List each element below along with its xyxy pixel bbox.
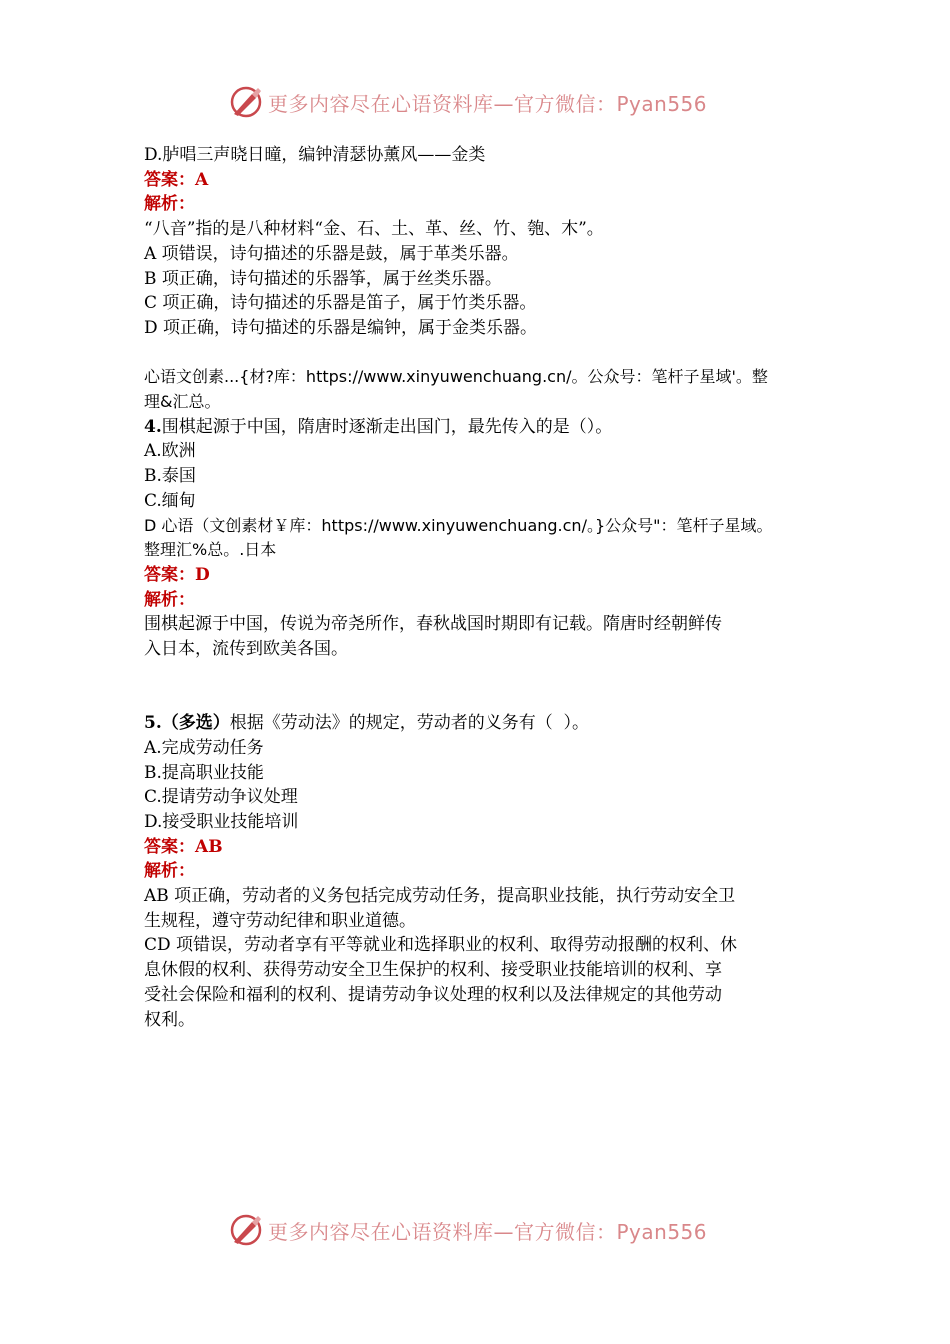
q3-analysis-line: “八音”指的是八种材料“金、石、土、革、丝、竹、匏、木”。 — [144, 219, 604, 240]
q5-option-c: C.提请劳动争议处理 — [144, 787, 298, 808]
footer-banner — [228, 1210, 728, 1250]
q4-stem: 围棋起源于中国，隋唐时逐渐走出国门，最先传入的是（）。 — [161, 416, 613, 437]
q3-answer: 答案：A — [144, 169, 209, 190]
header-banner-text: 更多内容尽在心语资料库—官方微信：Pyan556 — [268, 91, 708, 116]
q5-analysis-line: 受社会保险和福利的权利、提请劳动争议处理的权利以及法律规定的其他劳动 — [144, 984, 722, 1005]
q5-option-d: D.接受职业技能培训 — [144, 811, 299, 832]
pen-logo-icon — [228, 1212, 264, 1248]
pen-logo-icon — [228, 84, 264, 120]
q5-analysis-label: 解析： — [144, 861, 195, 882]
q4-stem-line — [144, 415, 816, 440]
q5-analysis-line: AB 项正确，劳动者的义务包括完成劳动任务，提高职业技能，执行劳动安全卫 — [144, 886, 736, 907]
watermark-line: 理&汇总。 — [144, 392, 221, 412]
q3-analysis-line: D 项正确，诗句描述的乐器是编钟，属于金类乐器。 — [144, 317, 538, 338]
q4-answer: 答案：D — [144, 564, 210, 585]
q3-option-d: D.胪唱三声晓日曈，编钟清瑟协薰风——金类 — [144, 145, 486, 165]
q3-analysis-line: B 项正确，诗句描述的乐器筝，属于丝类乐器。 — [144, 268, 502, 289]
q4-option-c: C.缅甸 — [144, 490, 196, 511]
q4-option-b: B.泰国 — [144, 466, 196, 487]
watermark-line: 心语文创素...{材?库：https://www.xinyuwenchuang.cn/。公众号：笔杆子星域'。整 — [144, 367, 768, 387]
q5-number: 5. — [144, 713, 162, 734]
footer-banner-text: 更多内容尽在心语资料库—官方微信：Pyan556 — [268, 1219, 708, 1244]
q5-analysis-line: 息休假的权利、获得劳动安全卫生保护的权利、接受职业技能培训的权利、享 — [144, 960, 722, 981]
q4-option-d-continued: 整理汇%总。.日本 — [144, 540, 277, 560]
q5-analysis-line: 权利。 — [144, 1009, 195, 1030]
q3-analysis-line: A 项错误，诗句描述的乐器是鼓，属于革类乐器。 — [144, 243, 519, 264]
q5-analysis-line: CD 项错误，劳动者享有平等就业和选择职业的权利、取得劳动报酬的权利、休 — [144, 935, 738, 956]
header-banner — [228, 82, 728, 122]
q4-analysis-line: 入日本，流传到欧美各国。 — [144, 639, 348, 660]
document-body — [144, 143, 816, 1032]
q4-analysis-line: 围棋起源于中国，传说为帝尧所作，春秋战国时期即有记载。隋唐时经朝鲜传 — [144, 614, 722, 635]
q3-analysis-label: 解析： — [144, 194, 195, 215]
q4-option-a: A.欧洲 — [144, 441, 196, 462]
q5-analysis-line: 生规程，遵守劳动纪律和职业道德。 — [144, 910, 416, 931]
q5-option-b: B.提高职业技能 — [144, 762, 264, 783]
q5-option-a: A.完成劳动任务 — [144, 737, 264, 758]
q4-option-d: D 心语（文创素材￥库：https://www.xinyuwenchuang.cn/。}公众号"：笔杆子星域。 — [144, 515, 773, 535]
q4-analysis-label: 解析： — [144, 589, 195, 610]
q5-stem-line — [144, 711, 816, 736]
q5-stem: 根据《劳动法》的规定，劳动者的义务有（ ）。 — [229, 713, 590, 734]
q3-analysis-line: C 项正确，诗句描述的乐器是笛子，属于竹类乐器。 — [144, 293, 537, 314]
q5-tag: （多选） — [161, 713, 230, 734]
q4-number: 4. — [144, 416, 162, 437]
q5-answer: 答案：AB — [144, 836, 223, 857]
